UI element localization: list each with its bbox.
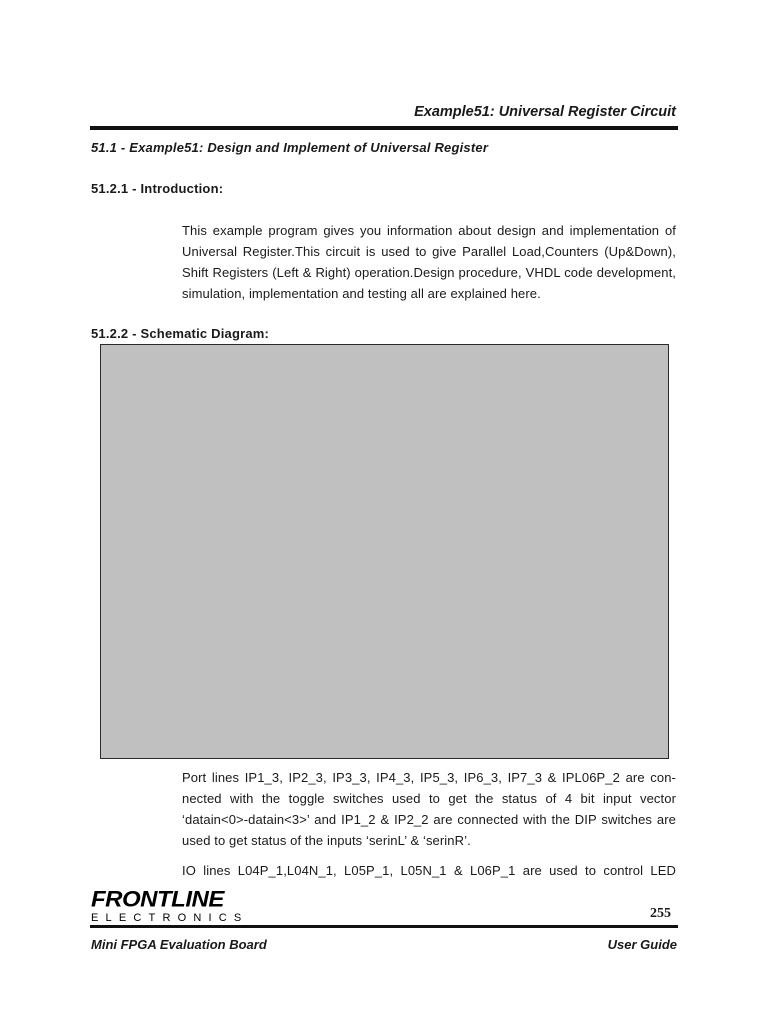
introduction-heading: 51.2.1 - Introduction:: [91, 181, 224, 196]
header-rule: [90, 126, 678, 130]
schematic-heading: 51.2.2 - Schematic Diagram:: [91, 326, 270, 341]
introduction-paragraph: This example program gives you information about design and implementation of Universal Register.This circuit is used to give Parallel Load,Counters (Up&Down), Shift Registers (Left & Right) operation.Design procedure, VHDL code development, simulation, implementation and testing all are explained here.: [182, 223, 676, 301]
footer-rule: [90, 925, 678, 928]
footer-product-name: Mini FPGA Evaluation Board: [91, 937, 267, 952]
logo-subtitle: ELECTRONICS: [91, 912, 249, 924]
page-number: 255: [650, 906, 671, 921]
frontline-logo: [91, 887, 249, 924]
footer-guide-label: User Guide: [607, 937, 677, 952]
logo-name: FRONTLINE: [91, 887, 224, 913]
page-header-title: Example51: Universal Register Circuit: [414, 104, 676, 120]
io-lines-paragraph: IO lines L04P_1,L04N_1, L05P_1, L05N_1 & L06P_1 are used to control LED: [182, 863, 676, 878]
port-lines-paragraph: Port lines IP1_3, IP2_3, IP3_3, IP4_3, IP5_3, IP6_3, IP7_3 & IPL06P_2 are con-nected with the toggle switches used to get the status of 4 bit input vector ‘datain<0>-datain<3>’ and IP1_2 & IP2_2 are connected with the DIP switches are used to get status of the inputs ‘serinL’ & ‘serinR’.: [182, 770, 676, 848]
schematic-diagram-placeholder: [100, 344, 669, 759]
section-title: 51.1 - Example51: Design and Implement of Universal Register: [91, 140, 489, 155]
